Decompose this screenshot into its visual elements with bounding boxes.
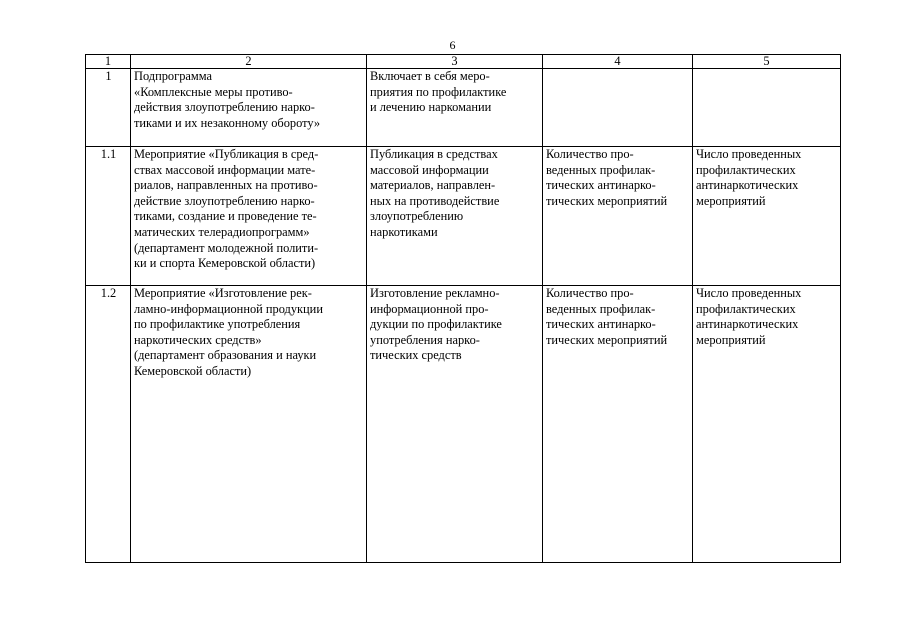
- description-cell: Включает в себя меро- приятия по профилактике и лечению наркомании: [367, 69, 543, 147]
- indicator-cell: [543, 69, 693, 147]
- description-cell: Публикация в средствах массовой информации материалов, направлен- ных на противодействие злоупотреблению наркотиками: [367, 147, 543, 286]
- table-row: [86, 286, 841, 563]
- column-header: 1: [86, 55, 131, 69]
- column-header: 2: [131, 55, 367, 69]
- table-header-row: [86, 55, 841, 69]
- description-cell: Изготовление рекламно- информационной про- дукции по профилактике употребления нарко- тических средств: [367, 286, 543, 563]
- indicator-cell: Количество про- веденных профилак- тических антинарко- тических мероприятий: [543, 286, 693, 563]
- column-header: 3: [367, 55, 543, 69]
- row-number: 1: [86, 69, 131, 147]
- program-name-cell: Подпрограмма «Комплексные меры противо- действия злоупотреблению нарко- тиками и их незаконному обороту»: [131, 69, 367, 147]
- row-number: 1.1: [86, 147, 131, 286]
- program-name-cell: Мероприятие «Изготовление рек- ламно-информационной продукции по профилактике употребления наркотических средств» (департамент образования и науки Кемеровской области): [131, 286, 367, 563]
- measure-cell: [693, 69, 841, 147]
- measure-cell: Число проведенных профилактических антинаркотических мероприятий: [693, 286, 841, 563]
- table-row: [86, 147, 841, 286]
- program-table: [85, 54, 841, 563]
- page-number: 6: [449, 38, 456, 52]
- column-header: 4: [543, 55, 693, 69]
- indicator-cell: Количество про- веденных профилак- тических антинарко- тических мероприятий: [543, 147, 693, 286]
- table-row: [86, 69, 841, 147]
- measure-cell: Число проведенных профилактических антинаркотических мероприятий: [693, 147, 841, 286]
- program-name-cell: Мероприятие «Публикация в сред- ствах массовой информации мате- риалов, направленных на противо- действие злоупотреблению нарко- тиками, создание и проведение те- матических телерадиопрограмм» (департамент молодежной полити- ки и спорта Кемеровской области): [131, 147, 367, 286]
- column-header: 5: [693, 55, 841, 69]
- row-number: 1.2: [86, 286, 131, 563]
